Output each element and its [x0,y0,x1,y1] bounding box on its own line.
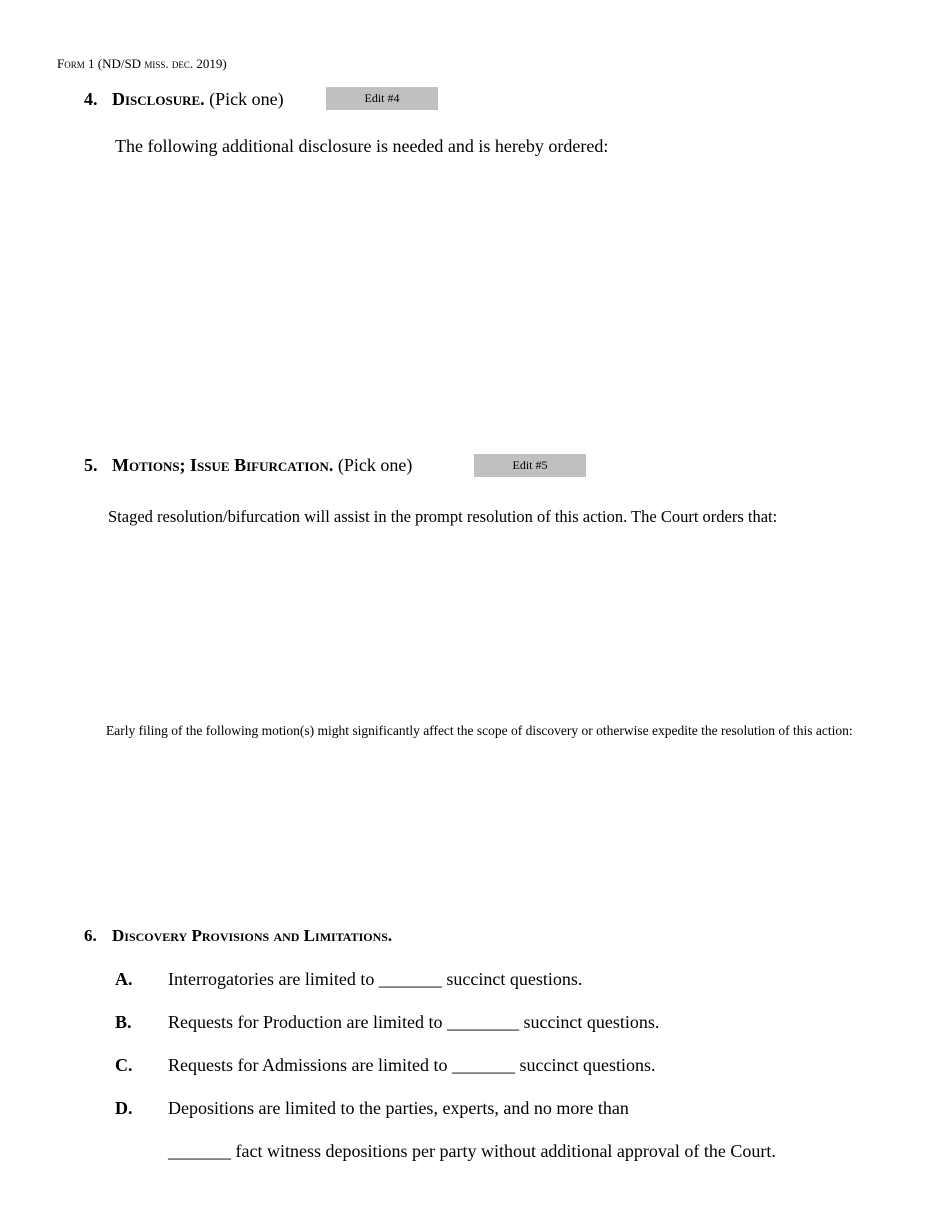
early-motions-text: Early filing of the following motion(s) might significantly affect the scope of discovery or otherwise expedite the resolution of this action: [106,723,853,738]
item-c-text: Requests for Admissions are limited to _______ succinct questions. [168,1055,656,1075]
edit-4-button[interactable]: Edit #4 [326,87,438,110]
section-5-heading [84,455,412,476]
section-title: Motions; Issue Bifurcation. [112,455,334,475]
item-d-text-continued: _______ fact witness depositions per party without additional approval of the Court. [168,1141,776,1161]
item-d-text: Depositions are limited to the parties, experts, and no more than [168,1098,629,1118]
edit-5-button[interactable]: Edit #5 [474,454,586,477]
item-a-label: A. [115,969,133,989]
section-number: 6. [84,926,97,945]
item-a-text: Interrogatories are limited to _______ succinct questions. [168,969,583,989]
item-d-label: D. [115,1098,133,1118]
pick-one: (Pick one) [337,455,413,475]
pick-one: (Pick one) [209,89,284,109]
disclosure-text: The following additional disclosure is needed and is hereby ordered: [115,136,609,156]
section-6-heading [84,926,392,946]
item-b-text: Requests for Production are limited to ________ succinct questions. [168,1012,660,1032]
item-c-label: C. [115,1055,133,1075]
form-header: Form 1 (ND/SD miss. dec. 2019) [57,56,227,71]
section-title: Disclosure. [112,89,205,109]
item-b-label: B. [115,1012,132,1032]
bifurcation-text: Staged resolution/bifurcation will assist in the prompt resolution of this action. The Court orders that: [108,507,778,526]
section-number: 4. [84,89,98,109]
section-number: 5. [84,455,98,475]
section-title: Discovery Provisions and Limitations. [112,926,393,945]
section-4-heading [84,89,284,110]
